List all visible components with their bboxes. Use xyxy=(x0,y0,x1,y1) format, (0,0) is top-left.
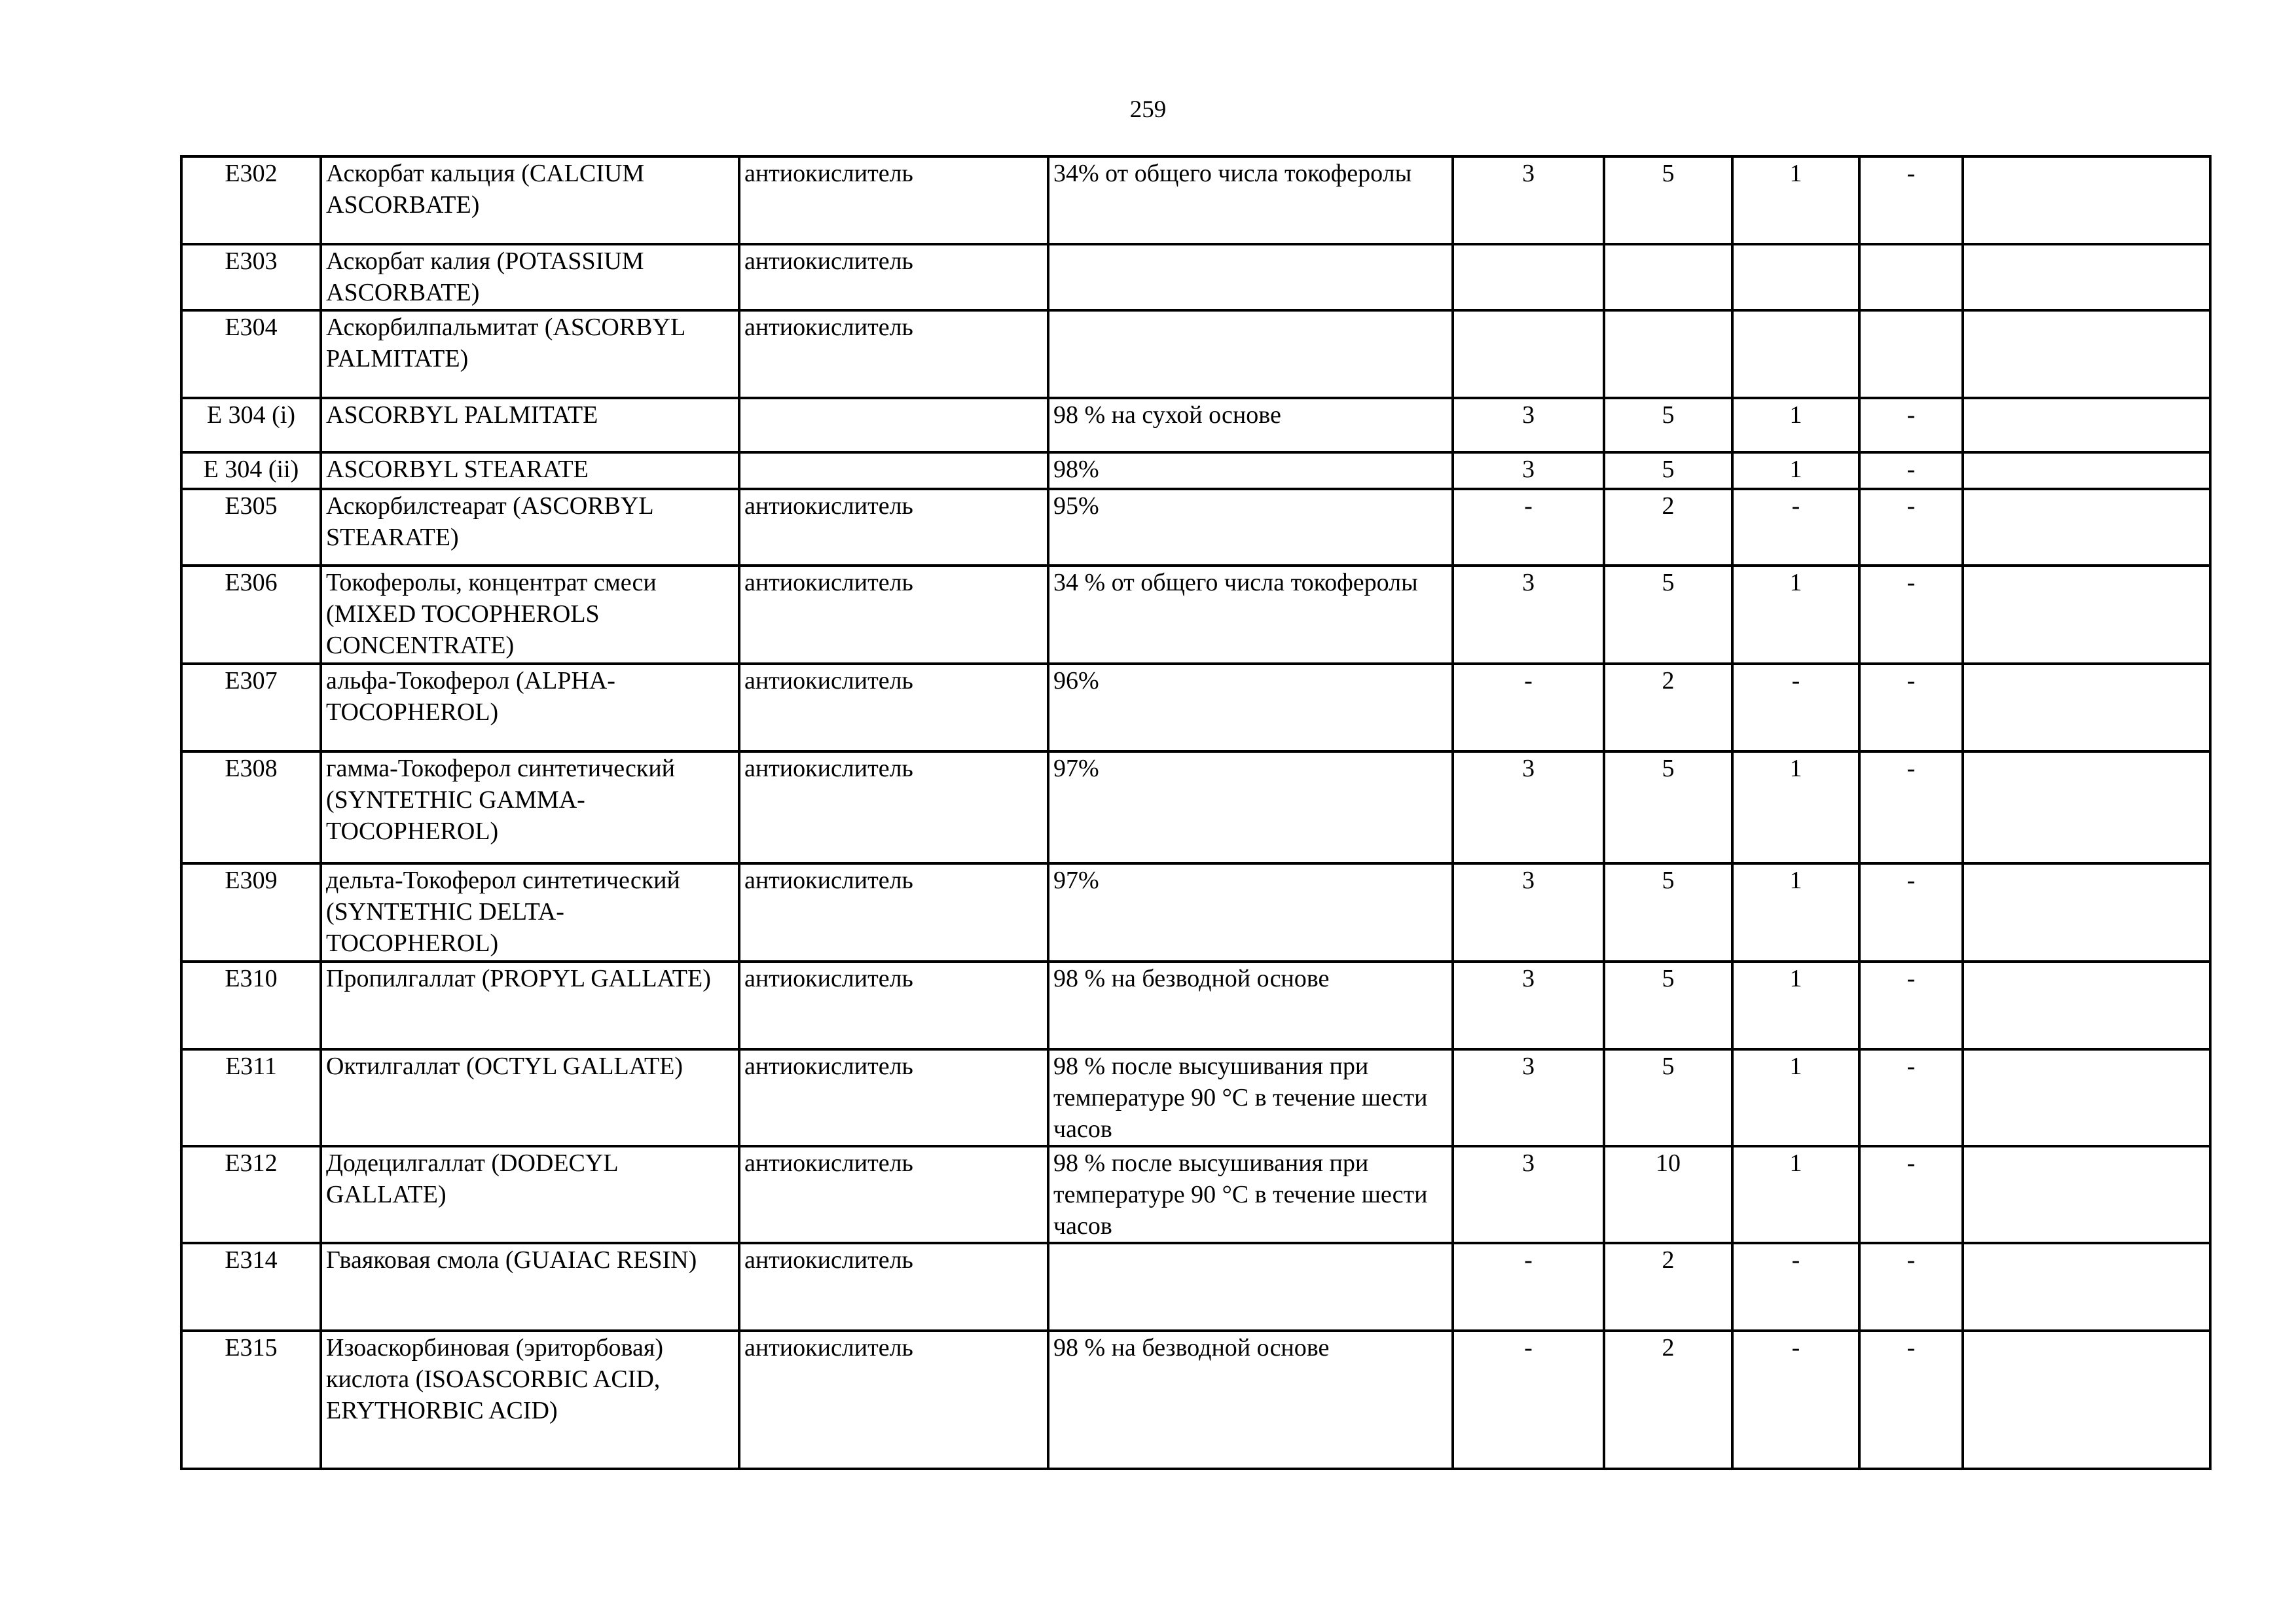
additive-purity: 98 % после высушивания при температуре 90 °С в течение шести часов xyxy=(1048,1049,1453,1146)
table-row xyxy=(181,664,2210,751)
additive-name: Аскорбилстеарат (ASCORBYL STEARATE) xyxy=(321,489,739,566)
value-col-2: 5 xyxy=(1604,566,1732,664)
additive-code: E303 xyxy=(181,244,321,310)
value-col-4: - xyxy=(1859,489,1963,566)
additive-function: антиокислитель xyxy=(739,863,1048,962)
value-col-3: 1 xyxy=(1732,1146,1859,1243)
additive-name: Додецилгаллат (DODECYL GALLATE) xyxy=(321,1146,739,1243)
table-row xyxy=(181,310,2210,398)
additive-code: E306 xyxy=(181,566,321,664)
value-col-3: 1 xyxy=(1732,863,1859,962)
additive-function: антиокислитель xyxy=(739,1146,1048,1243)
additives-table xyxy=(180,155,2212,1470)
table-row xyxy=(181,566,2210,664)
value-col-3: - xyxy=(1732,664,1859,751)
value-col-5 xyxy=(1963,1146,2210,1243)
additive-function: антиокислитель xyxy=(739,156,1048,244)
value-col-4: - xyxy=(1859,751,1963,863)
value-col-3: - xyxy=(1732,1331,1859,1469)
value-col-1: - xyxy=(1453,664,1604,751)
value-col-4: - xyxy=(1859,1146,1963,1243)
value-col-3: 1 xyxy=(1732,398,1859,452)
additive-function: антиокислитель xyxy=(739,962,1048,1049)
additive-purity: 34 % от общего числа токоферолы xyxy=(1048,566,1453,664)
page-number: 259 xyxy=(1129,96,1167,123)
value-col-2: 2 xyxy=(1604,489,1732,566)
additive-code: E311 xyxy=(181,1049,321,1146)
additive-code: E304 xyxy=(181,310,321,398)
additive-purity: 98 % после высушивания при температуре 90 °С в течение шести часов xyxy=(1048,1146,1453,1243)
value-col-1: - xyxy=(1453,1331,1604,1469)
additive-purity xyxy=(1048,310,1453,398)
value-col-4 xyxy=(1859,310,1963,398)
table-row xyxy=(181,1049,2210,1146)
additive-name: ASCORBYL PALMITATE xyxy=(321,398,739,452)
value-col-5 xyxy=(1963,489,2210,566)
value-col-3: 1 xyxy=(1732,1049,1859,1146)
value-col-1: 3 xyxy=(1453,398,1604,452)
value-col-1 xyxy=(1453,310,1604,398)
value-col-2: 5 xyxy=(1604,1049,1732,1146)
value-col-4: - xyxy=(1859,863,1963,962)
table-row xyxy=(181,244,2210,310)
additive-function xyxy=(739,452,1048,489)
value-col-3 xyxy=(1732,244,1859,310)
value-col-4 xyxy=(1859,244,1963,310)
value-col-4: - xyxy=(1859,156,1963,244)
table-row xyxy=(181,1331,2210,1469)
value-col-2: 2 xyxy=(1604,664,1732,751)
value-col-2: 5 xyxy=(1604,398,1732,452)
additive-name: Пропилгаллат (PROPYL GALLATE) xyxy=(321,962,739,1049)
value-col-2: 5 xyxy=(1604,156,1732,244)
additive-function: антиокислитель xyxy=(739,1243,1048,1331)
value-col-1: 3 xyxy=(1453,452,1604,489)
value-col-4: - xyxy=(1859,962,1963,1049)
additive-function xyxy=(739,398,1048,452)
value-col-2: 10 xyxy=(1604,1146,1732,1243)
additive-name: Аскорбат калия (POTASSIUM ASCORBATE) xyxy=(321,244,739,310)
value-col-4: - xyxy=(1859,1243,1963,1331)
additive-code: E305 xyxy=(181,489,321,566)
value-col-5 xyxy=(1963,398,2210,452)
value-col-5 xyxy=(1963,1331,2210,1469)
value-col-4: - xyxy=(1859,566,1963,664)
value-col-5 xyxy=(1963,310,2210,398)
value-col-3: - xyxy=(1732,1243,1859,1331)
value-col-1 xyxy=(1453,244,1604,310)
value-col-5 xyxy=(1963,962,2210,1049)
additive-code: E308 xyxy=(181,751,321,863)
value-col-5 xyxy=(1963,751,2210,863)
additive-name: дельта-Токоферол синтетический (SYNTETHIC DELTA-TOCOPHEROL) xyxy=(321,863,739,962)
additive-purity: 98 % на безводной основе xyxy=(1048,962,1453,1049)
value-col-1: 3 xyxy=(1453,751,1604,863)
additive-function: антиокислитель xyxy=(739,1049,1048,1146)
value-col-3: - xyxy=(1732,489,1859,566)
additive-purity: 97% xyxy=(1048,751,1453,863)
value-col-4: - xyxy=(1859,452,1963,489)
value-col-5 xyxy=(1963,1049,2210,1146)
value-col-1: - xyxy=(1453,1243,1604,1331)
value-col-2: 5 xyxy=(1604,452,1732,489)
value-col-5 xyxy=(1963,156,2210,244)
value-col-3: 1 xyxy=(1732,751,1859,863)
value-col-1: 3 xyxy=(1453,1146,1604,1243)
additive-name: ASCORBYL STEARATE xyxy=(321,452,739,489)
value-col-1: - xyxy=(1453,489,1604,566)
additive-purity: 96% xyxy=(1048,664,1453,751)
value-col-2: 5 xyxy=(1604,751,1732,863)
additive-purity: 34% от общего числа токоферолы xyxy=(1048,156,1453,244)
value-col-1: 3 xyxy=(1453,566,1604,664)
additive-function: антиокислитель xyxy=(739,1331,1048,1469)
value-col-5 xyxy=(1963,664,2210,751)
value-col-1: 3 xyxy=(1453,1049,1604,1146)
table-row xyxy=(181,452,2210,489)
value-col-1: 3 xyxy=(1453,156,1604,244)
table-row xyxy=(181,863,2210,962)
additive-function: антиокислитель xyxy=(739,244,1048,310)
value-col-1: 3 xyxy=(1453,863,1604,962)
table-row xyxy=(181,398,2210,452)
value-col-1: 3 xyxy=(1453,962,1604,1049)
additive-code: E312 xyxy=(181,1146,321,1243)
table-row xyxy=(181,751,2210,863)
value-col-3: 1 xyxy=(1732,156,1859,244)
value-col-2 xyxy=(1604,310,1732,398)
additive-purity: 98 % на сухой основе xyxy=(1048,398,1453,452)
additive-code: E307 xyxy=(181,664,321,751)
value-col-3 xyxy=(1732,310,1859,398)
additive-name: Токоферолы, концентрат смеси (MIXED TOCOPHEROLS CONCENTRATE) xyxy=(321,566,739,664)
value-col-5 xyxy=(1963,566,2210,664)
value-col-3: 1 xyxy=(1732,962,1859,1049)
value-col-2: 5 xyxy=(1604,863,1732,962)
additive-name: Изоаскорбиновая (эриторбовая) кислота (ISOASCORBIC ACID, ERYTHORBIC ACID) xyxy=(321,1331,739,1469)
additive-code: E302 xyxy=(181,156,321,244)
additive-function: антиокислитель xyxy=(739,566,1048,664)
table-row xyxy=(181,156,2210,244)
additive-function: антиокислитель xyxy=(739,664,1048,751)
table-row xyxy=(181,962,2210,1049)
additive-code: E 304 (ii) xyxy=(181,452,321,489)
value-col-4: - xyxy=(1859,664,1963,751)
additive-purity xyxy=(1048,244,1453,310)
value-col-5 xyxy=(1963,1243,2210,1331)
value-col-2: 2 xyxy=(1604,1243,1732,1331)
additive-name: Гваяковая смола (GUAIAC RESIN) xyxy=(321,1243,739,1331)
value-col-4: - xyxy=(1859,398,1963,452)
additive-code: E315 xyxy=(181,1331,321,1469)
value-col-4: - xyxy=(1859,1331,1963,1469)
additive-name: Аскорбат кальция (CALCIUM ASCORBATE) xyxy=(321,156,739,244)
value-col-3: 1 xyxy=(1732,452,1859,489)
value-col-5 xyxy=(1963,452,2210,489)
additive-code: E310 xyxy=(181,962,321,1049)
value-col-3: 1 xyxy=(1732,566,1859,664)
additive-purity: 98 % на безводной основе xyxy=(1048,1331,1453,1469)
additive-code: E 304 (i) xyxy=(181,398,321,452)
value-col-2: 5 xyxy=(1604,962,1732,1049)
additive-purity: 98% xyxy=(1048,452,1453,489)
additive-function: антиокислитель xyxy=(739,489,1048,566)
additive-name: гамма-Токоферол синтетический (SYNTETHIC GAMMA-TOCOPHEROL) xyxy=(321,751,739,863)
table-row xyxy=(181,1146,2210,1243)
additive-name: Аскорбилпальмитат (ASCORBYL PALMITATE) xyxy=(321,310,739,398)
additive-purity: 95% xyxy=(1048,489,1453,566)
additive-function: антиокислитель xyxy=(739,751,1048,863)
additive-purity xyxy=(1048,1243,1453,1331)
table-row xyxy=(181,489,2210,566)
additive-function: антиокислитель xyxy=(739,310,1048,398)
additive-name: Октилгаллат (OCTYL GALLATE) xyxy=(321,1049,739,1146)
value-col-2: 2 xyxy=(1604,1331,1732,1469)
value-col-2 xyxy=(1604,244,1732,310)
additive-purity: 97% xyxy=(1048,863,1453,962)
value-col-5 xyxy=(1963,244,2210,310)
additive-code: E309 xyxy=(181,863,321,962)
value-col-5 xyxy=(1963,863,2210,962)
value-col-4: - xyxy=(1859,1049,1963,1146)
additive-name: альфа-Токоферол (ALPHA-TOCOPHEROL) xyxy=(321,664,739,751)
table-row xyxy=(181,1243,2210,1331)
additive-code: E314 xyxy=(181,1243,321,1331)
